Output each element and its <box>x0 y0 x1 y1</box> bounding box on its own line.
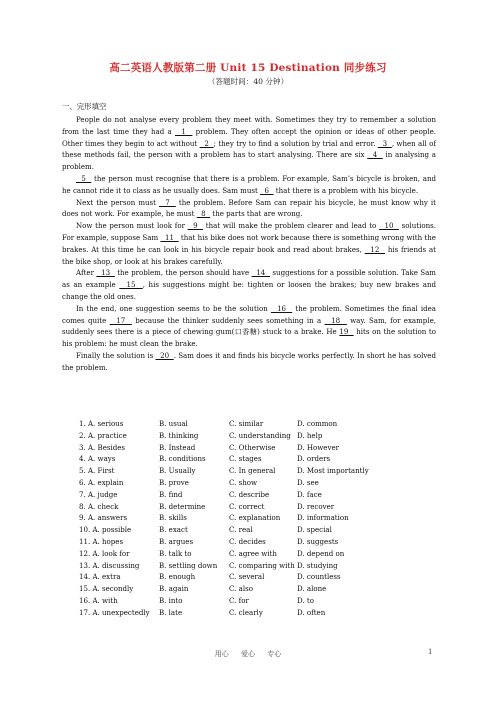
option-cell: C. describe <box>229 489 270 499</box>
option-row <box>79 442 377 454</box>
option-cell: C. In general <box>229 466 276 476</box>
answer-blank: 3 <box>377 138 392 148</box>
option-cell: 14. A. extra <box>79 572 121 582</box>
answer-blank: 6 <box>260 185 274 195</box>
passage-text: . Sam does it and finds his bicycle works perfectly. In short he has solved the problem. <box>62 350 436 372</box>
option-cell: C. for <box>229 595 249 605</box>
footer-slogan: 用心 爱心 专心 <box>214 650 282 658</box>
option-cell: B. talk to <box>159 548 192 558</box>
option-cell: B. again <box>159 584 189 594</box>
option-row <box>79 607 377 619</box>
option-row <box>79 536 377 548</box>
option-cell: D. recover <box>297 501 335 511</box>
option-cell: C. Otherwise <box>229 442 276 452</box>
answer-blank: 18 <box>324 315 347 325</box>
option-cell: C. show <box>229 477 258 487</box>
passage-text: that will make the problem clearer and lead to <box>203 221 380 231</box>
option-row <box>79 418 377 430</box>
option-cell: B. prove <box>159 477 189 487</box>
answer-blank: 7 <box>159 197 176 207</box>
option-cell: C. also <box>229 584 253 594</box>
option-cell: D. countless <box>297 572 341 582</box>
option-cell: 17. A. unexpectedly <box>79 607 150 617</box>
option-cell: B. Instead <box>159 442 196 452</box>
option-cell: 1. A. serious <box>79 419 124 428</box>
option-cell: C. clearly <box>229 607 263 617</box>
option-cell: D. depend on <box>297 548 345 558</box>
answer-blank: 4 <box>367 150 383 160</box>
option-cell: D. to <box>297 595 314 605</box>
option-cell: D. face <box>297 489 322 499</box>
answer-blank: 12 <box>364 244 385 254</box>
passage-text: , his suggestions might be: tighten or loosen the brakes; buy new brakes and change the old ones. <box>62 280 436 301</box>
option-cell: D. see <box>297 477 319 487</box>
option-row <box>79 548 377 560</box>
passage-text: Next the person must <box>76 197 160 207</box>
cloze-passage <box>62 114 436 374</box>
passage-text: In the end, one suggestion seems to be the solution <box>76 303 271 313</box>
option-cell: 3. A. Besides <box>79 442 126 452</box>
option-cell: B. usual <box>159 419 188 428</box>
answer-blank: 10 <box>379 221 399 231</box>
option-cell: B. into <box>159 595 183 605</box>
passage-text: After <box>76 268 97 278</box>
passage-paragraph <box>62 197 436 221</box>
passage-text: Now the person must look for <box>76 221 188 231</box>
option-cell: C. similar <box>229 419 264 428</box>
option-cell: C. comparing with <box>229 560 295 570</box>
option-cell: B. late <box>159 607 183 617</box>
answer-blank: 19 <box>339 327 354 337</box>
option-cell: 12. A. look for <box>79 548 130 558</box>
answer-blank: 9 <box>187 221 204 231</box>
option-cell: B. thinking <box>159 430 199 440</box>
option-cell: D. often <box>297 607 326 617</box>
option-cell: 16. A. with <box>79 595 118 605</box>
answer-blank: 1 <box>174 126 193 136</box>
passage-text: that there is a problem with his bicycle. <box>273 185 419 195</box>
option-cell: B. find <box>159 489 183 499</box>
passage-text: way. Sam, for example, suddenly sees there is a piece of chewing gum(口香糖) stuck to a brake. He <box>62 315 436 337</box>
option-cell: D. Most importantly <box>297 466 369 476</box>
answer-blank: 13 <box>96 268 115 278</box>
passage-text: the problem. Before Sam can repair his bicycle, he must know why it does not work. For example, he must <box>62 197 436 219</box>
option-cell: C. decides <box>229 536 266 546</box>
passage-paragraph <box>62 267 436 302</box>
option-row <box>79 477 377 489</box>
option-row <box>79 512 377 524</box>
option-cell: 2. A. practice <box>79 430 127 440</box>
option-row <box>79 453 377 465</box>
option-cell: 7. A. judge <box>79 489 118 499</box>
answer-blank: 14 <box>251 268 271 278</box>
passage-paragraph <box>62 220 436 267</box>
option-row <box>79 571 377 583</box>
option-cell: 6. A. explain <box>79 477 124 487</box>
option-cell: D. information <box>297 513 349 523</box>
option-cell: B. conditions <box>159 454 206 464</box>
answer-blank: 16 <box>270 303 293 313</box>
passage-paragraph <box>62 303 436 350</box>
option-row <box>79 595 377 607</box>
passage-paragraph <box>62 173 436 197</box>
page-number: 1 <box>428 648 433 656</box>
option-cell: C. correct <box>229 501 265 511</box>
answer-blank: 20 <box>155 350 174 360</box>
option-row <box>79 583 377 595</box>
passage-text: the problem, the person should have <box>114 268 252 278</box>
answer-blank: 8 <box>196 209 211 219</box>
answer-blank: 17 <box>109 315 132 325</box>
option-cell: D. studying <box>297 560 338 570</box>
passage-text: because the thinker suddenly sees something in a <box>131 315 325 325</box>
option-cell: C. stages <box>229 454 262 464</box>
option-cell: 8. A. check <box>79 501 119 511</box>
option-cell: B. settling down <box>159 560 218 570</box>
option-cell: D. common <box>297 419 338 428</box>
passage-text: , when all of these methods fail, the person with a problem has to start analysing. There are six <box>62 138 436 160</box>
option-row <box>79 501 377 513</box>
passage-text: Finally the solution is <box>76 350 156 360</box>
option-cell: C. real <box>229 525 253 535</box>
option-cell: 13. A. discussing <box>79 560 140 570</box>
option-cell: D. orders <box>297 454 331 464</box>
passage-paragraph <box>62 350 436 374</box>
passage-text: the person must recognise that there is a problem. For example, Sam’s bicycle is broken, and he cannot ride it to class as he usually does. Sam must <box>62 173 436 195</box>
option-cell: D. special <box>297 525 332 535</box>
option-row <box>79 465 377 477</box>
option-cell: C. agree with <box>229 548 277 558</box>
passage-text: problem. They often accept the opinion or ideas of other people. Other times they begin to act without <box>62 126 436 148</box>
option-cell: C. explanation <box>229 513 281 523</box>
option-cell: B. exact <box>159 525 188 535</box>
answer-blank: 15 <box>119 280 143 290</box>
answer-options-table <box>79 418 377 619</box>
option-row <box>79 524 377 536</box>
option-cell: C. several <box>229 572 265 582</box>
option-cell: 9. A. answers <box>79 513 128 523</box>
option-row <box>79 489 377 501</box>
option-row <box>79 560 377 572</box>
option-cell: B. skills <box>159 513 187 523</box>
option-cell: 15. A. secondly <box>79 584 134 594</box>
passage-text: his friends at the bike shop, or look at his brakes carefully. <box>62 244 436 266</box>
option-cell: B. determine <box>159 501 206 511</box>
option-cell: 10. A. possible <box>79 525 132 535</box>
option-cell: B. argues <box>159 536 194 546</box>
passage-paragraph <box>62 114 436 173</box>
answer-blank: 2 <box>199 138 214 148</box>
passage-text: the parts that are wrong. <box>210 209 303 219</box>
passage-text: hits on the solution to his problem: he must clean the brake. <box>62 327 436 349</box>
option-cell: B. Usually <box>159 466 196 476</box>
option-cell: C. understanding <box>229 430 291 440</box>
option-cell: D. suggests <box>297 536 339 546</box>
section-heading: 一、完形填空 <box>62 102 107 111</box>
passage-text: suggestions for a possible solution. Take Sam as an example <box>62 268 436 290</box>
option-cell: D. help <box>297 430 323 440</box>
answer-blank: 11 <box>160 232 179 242</box>
option-cell: 11. A. hopes <box>79 536 124 546</box>
passage-text: that his bike does not work because there is something wrong with the brakes. At this time he can look in his bicycle repair book and read about brakes, <box>62 232 436 254</box>
passage-text: ; they try to find a solution by trial and error. <box>213 138 378 148</box>
passage-text: the problem. Sometimes the final idea comes quite <box>62 303 436 325</box>
document-title: 高二英语人教版第二册 Unit 15 Destination 同步练习 <box>109 62 387 74</box>
passage-text: solutions. For example, suppose Sam <box>62 221 436 242</box>
option-cell: 5. A. First <box>79 466 115 476</box>
passage-text: People do not analyse every problem they meet with. Sometimes they try to remember a solution from the last time they had a <box>62 115 436 136</box>
option-cell: 4. A. ways <box>79 454 116 464</box>
time-limit-note: （答题时间：40 分钟） <box>207 77 289 86</box>
option-cell: D. However <box>297 442 339 452</box>
option-row <box>79 430 377 442</box>
answer-blank: 5 <box>76 173 92 183</box>
option-cell: D. alone <box>297 584 327 594</box>
passage-text: in analysing a problem. <box>62 150 437 172</box>
option-cell: B. enough <box>159 572 196 582</box>
